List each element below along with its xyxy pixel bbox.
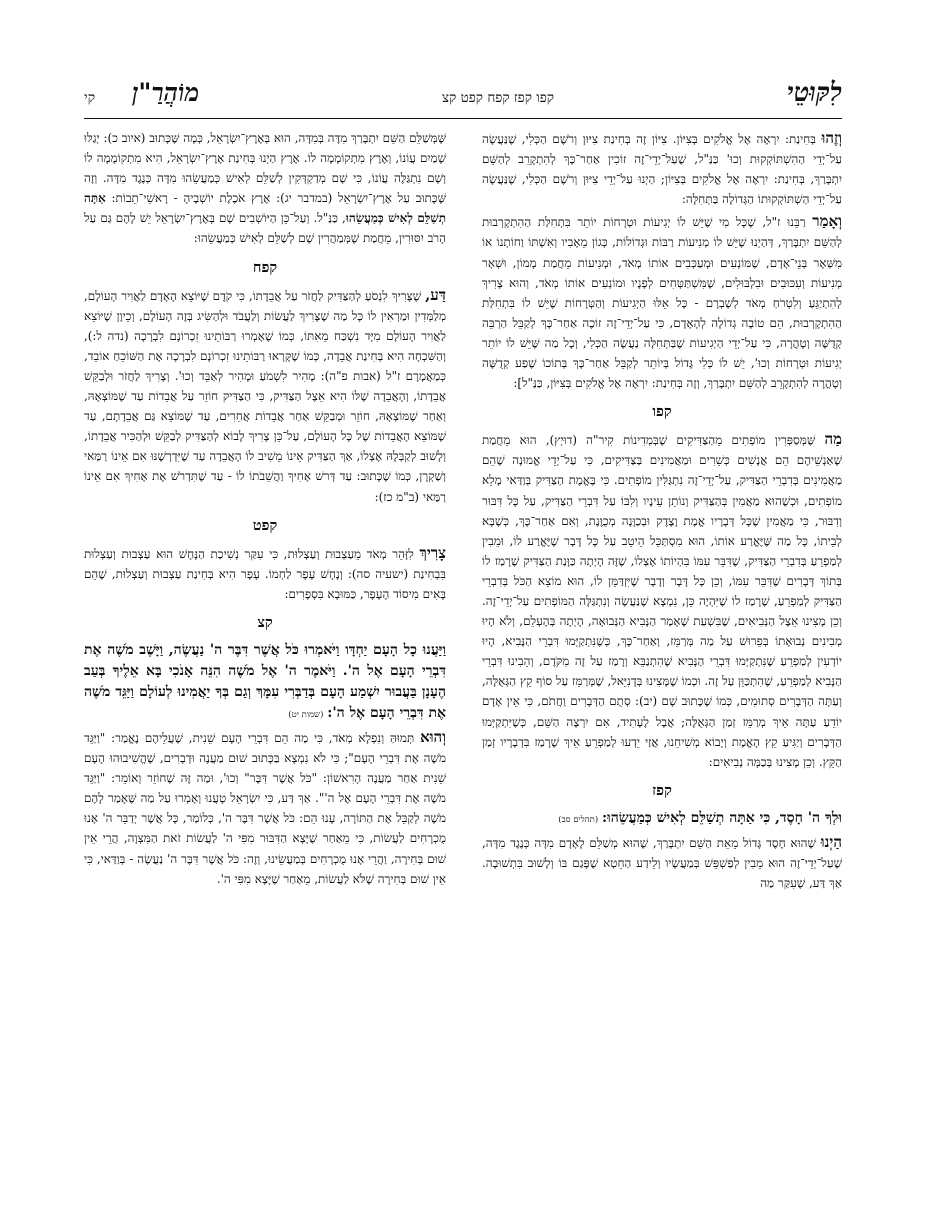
paragraph-text: שֶּׁמְּשַׁלֵּם הַשֵּׁם יִתְבָּרַךְ מִדָּה בְּמִדָּה, הוּא בְּאֶרֶץ־יִשְׂרָאֵל, כְּמָה שֶּׁכָּתוּב (איוב כ): יְגַלּוּ שָׁמַיִם עֲוֹנוֹ, וְאֶרֶץ מִתְקוֹמָמָה לוֹ. אֶרֶץ הַיְנוּ בְּחִינַת אֶרֶץ־יִשְׂרָאֵל, הִיא מִתְקוֹמָמָה לוֹ וְשָׁם נִתְגַּלֶּה עֲוֹנוֹ, כִּי שָׁם מְדַקְדְּקִין לְשַׁלֵּם לְאִישׁ כְּמַעֲשֵׂהוּ מִדָּה כְּנֶגֶד מִדָּה. וְזֶה שֶּׁכָּתוּב עַל אֶרֶץ־יִשְׂרָאֵל (במדבר יג): אֶרֶץ אֹכֶלֶת יוֹשְׁבֶיהָ - רָאשֵׁי־תֵבוֹת: xyxy=(84,131,446,206)
paragraph xyxy=(84,285,446,507)
verse-paragraph xyxy=(482,808,842,830)
page-header xyxy=(84,78,842,119)
paragraph-text: שֶׁצָּרִיךְ לִנְסֹעַ לְהַצַּדִּיק לַחֲזֹר עַל אֲבֵדָתוֹ, כִּי קֹדֶם שֶׁיּוֹצֵא הָאָדָם לַאֲוִיר הָעוֹלָם, מְלַמְּדִין וּמַרְאִין לוֹ כָּל מַה שֶׁצָּרִיךְ לַעֲשׂוֹת וְלַעֲבֹד וּלְהַשִּׂיג בְּזֶה הָעוֹלָם, וְכֵיוָן שֶׁיּוֹצֵא לַאֲוִיר הָעוֹלָם מִיָּד נִשְׁכַּח מֵאִתּוֹ, כְּמוֹ שֶׁאָמְרוּ רַבּוֹתֵינוּ זִכְרוֹנָם לִבְרָכָה (נדה ל:), וְהַשִּׁכְחָה הִיא בְּחִינַת אֲבֵדָה, כְּמוֹ שֶׁקָּרְאוּ רַבּוֹתֵינוּ זִכְרוֹנָם לִבְרָכָה אֶת הַשּׁוֹכֵחַ אוֹבֵד, כְּמַאֲמָרָם ז"ל (אבות פ"ה): מָהִיר לִשְׁמֹעַ וּמָהִיר לְאַבֵּד וְכוּ'. וְצָרִיךְ לַחֲזֹר וּלְבַקֵּשׁ אֲבֵדָתוֹ, וְהָאֲבֵדָה שֶׁלּוֹ הִיא אֵצֶל הַצַּדִּיק, כִּי הַצַּדִּיק חוֹזֵר עַל אֲבֵדוֹת עַד שֶׁמּוֹצְאָהּ, וְאַחַר שֶׁמּוֹצְאָהּ, חוֹזֵר וּמְבַקֵּשׁ אַחַר אֲבֵדוֹת אֲחֵרִים, עַד שֶׁמּוֹצֵא גַּם אֲבֵדָתָם, עַד שֶׁמּוֹצֵא הָאֲבֵדוֹת שֶׁל כָּל הָעוֹלָם, עַל־כֵּן צָרִיךְ לָבוֹא לְהַצַּדִּיק לְבַקֵּשׁ וּלְהַכִּיר אֲבֵדָתוֹ, וְלָשׁוּב לְקַבְּלָהּ אֶצְלוֹ, אַךְ הַצַּדִּיק אֵינוֹ מֵשִׁיב לוֹ הָאֲבֵדָה עַד שֶׁיִּדְרְשֶׁנּוּ אִם אֵינוֹ רַמַּאי וְשַׁקְרָן, כְּמוֹ שֶׁכָּתוּב: עַד דְּרשׁ אָחִיךָ וַהֲשֵׁבֹתוֹ לוֹ - עַד שֶׁתִּדְרֹשׁ אֶת אָחִיךָ אִם אֵינוֹ רַמַּאי (ב"מ כז): xyxy=(84,288,446,504)
verse-source: (תהלים סב) xyxy=(558,814,599,825)
left-column xyxy=(84,128,446,1178)
paragraph-text: לִזָּהֵר מְאֹד מֵעַצְבוּת וְעַצְלוּת, כִּי עִקַּר נְשִׁיכַת הַנָּחָשׁ הוּא עַצְבוּת וְעַצְלוּת בִּבְחִינַת (ישעיה סה): וְנָחָשׁ עָפָר לַחְמוֹ. עָפָר הִיא בְּחִינַת עַצְבוּת וְעַצְלוּת, שֶׁהֵם בָּאִים מִיסוֹד הֶעָפָר, כַּמּוּבָא בִּסְפָרִים: xyxy=(84,546,446,601)
paragraph-opener: צָרִיךְ xyxy=(419,543,446,562)
paragraph-opener: דַּע, xyxy=(425,285,446,304)
paragraph xyxy=(84,543,446,604)
paragraph-opener: הַיְנוּ xyxy=(820,832,842,851)
paragraph-opener: מַה xyxy=(824,430,842,449)
running-title-right: לִקּוּטֵי xyxy=(786,78,842,108)
paragraph xyxy=(482,832,842,893)
page-number: קי xyxy=(84,90,96,106)
running-title-left: מוֹהֲרַ"ן xyxy=(132,78,200,107)
paragraph xyxy=(482,429,842,772)
paragraph xyxy=(482,128,842,209)
verse-text: וַיַּעֲנוּ כָל הָעָם יַחְדָּו וַיֹּאמְרוּ כֹּל אֲשֶׁר דִּבֶּר ה' נַעֲשֶׂה, וַיָּשֶׁב מֹשֶׁה אֶת דִּבְרֵי הָעָם אֶל ה'. וַיֹּאמֶר ה' אֶל מֹשֶׁה הִנֵּה אָנֹכִי בָּא אֵלֶיךָ בְּעַב הֶעָנָן בַּעֲבוּר יִשְׁמַע הָעָם בְּדַבְּרִי עִמָּךְ וְגַם בְּךָ יַאֲמִינוּ לְעוֹלָם וַיַּגֵּד מֹשֶׁה אֶת דִּבְרֵי הָעָם אֶל ה': xyxy=(84,641,446,721)
paragraph-text: תְּמוּהַּ וְנִפְלָא מְאֹד, כִּי מַה הֵם דִּבְרֵי הָעָם שֵׁנִית, שֶׁעֲלֵיהֶם נֶאֱמַר: "וַיַּגֵּד מֹשֶׁה אֶת דִּבְרֵי הָעָם"; כִּי לֹא נִמְצָא בַּכָּתוּב שׁוּם מַעֲנֶה וּדְבָרִים, שֶׁהֱשִׁיבוּהוּ הָעָם שֵׁנִית אַחַר מַעֲנֶה הָרִאשׁוֹן: "כֹּל אֲשֶׁר דִּבֶּר" וְכוּ', וּמַה זֶּה שֶׁחוֹזֵר וְאוֹמֵר: "וַיַּגֵּד מֹשֶׁה אֶת דִּבְרֵי הָעָם אֶל ה'". אַךְ דַּע, כִּי יִשְׂרָאֵל טָעֲנוּ וְאָמְרוּ עַל מַה שֶּׁאָמַר לָהֶם מֹשֶׁה לְקַבֵּל אֶת הַתּוֹרָה, עָנוּ הֵם: כֹּל אֲשֶׁר דִּבֶּר ה', כְּלוֹמַר, כָּל אֲשֶׁר יְדַבֵּר ה' אָנוּ מֻכְרָחִים לַעֲשׂוֹת, כִּי מֵאַחַר שֶׁיָּצָא הַדִּבּוּר מִפִּי ה' לַעֲשׂוֹת זֹאת הַמִּצְוָה, הֲרֵי אֵין שׁוּם בְּחִירָה, וַהֲרֵי אָנוּ מֻכְרָחִים בְּמַעֲשֵׂינוּ, וְזֶה: כֹּל אֲשֶׁר דִּבֶּר ה' נַעֲשֶׂה - בְּוַדַּאי, כִּי אֵין שׁוּם בְּחִירָה שֶׁלֹּא לַעֲשׂוֹת, מֵאַחַר שֶׁיָּצָא מִפִּי ה'. xyxy=(84,730,446,886)
paragraph-opener: וְזֶהוּ xyxy=(821,129,842,147)
verse-paragraph xyxy=(84,640,446,725)
paragraph-text: שֶּׁמְּסַפְּרִין מוֹפְתִים מֵהַצַּדִּיקִים שֶׁבְּמְדִינוֹת קִיר"ה (דוּיְץ), הוּא מֵחֲמַת שֶׁאַנְשֵׁיהֶם הֵם אֲנָשִׁים כְּשֵׁרִים וּמַאֲמִינִים בַּצַּדִּיקִים, כִּי עַל־יְדֵי אֱמוּנָה שֶׁהֵם מַאֲמִינִים בְּדִבְרֵי הַצַּדִּיק, עַל־יְדֵי־זֶה נִתְגַּלִּין מוֹפְתִים. כִּי בֶּאֱמֶת הַצַּדִּיק בְּוַדַּאי מָלֵא מוֹפְתִים, וּכְשֶׁהוּא מַאֲמִין בְּהַצַּדִּיק וְנוֹתֵן עֵינָיו וְלִבּוֹ עַל דִּבְרֵי הַצַּדִּיק, עַל כָּל דִּבּוּר וְדִבּוּר, כִּי מַאֲמִין שֶׁכָּל דְּבָרָיו אֱמֶת וָצֶדֶק וּבְכַוָּנָה מְכֻוֶּנֶת, וְאִם אַחַר־כָּךְ, כְּשֶׁבָּא לְבֵיתוֹ, כָּל מַה שֶּׁיֶּאֱרַע אוֹתוֹ, הוּא מִסְתַּכֵּל הֵיטֵב עַל כָּל דָּבָר שֶׁיֶּאֱרַע לוֹ, וּמֵבִין לְמַפְרֵעַ בְּדִבְרֵי הַצַּדִּיק, שֶׁדִּבֵּר עִמּוֹ בִּהְיוֹתוֹ אֶצְלוֹ, שֶׁזֶּה הָיְתָה כַּוָּנַת הַצַּדִּיק שֶׁרָמַז לוֹ בְּתוֹךְ דְּבָרִים שֶׁדִּבֵּר עִמּוֹ, וְכֵן כָּל דָּבָר וְדָבָר שֶׁיִּזְדַּמֵּן לוֹ, הוּא מוֹצֵא הַכֹּל בְּדִבְרֵי הַצַּדִּיק לְמַפְרֵעַ, שֶׁרָמַז לוֹ שֶׁיִּהְיֶה כֵּן, נִמְצָא שֶׁנַּעֲשָׂה וְנִתְגַּלָּה הַמּוֹפְתִים עַל־יְדֵי־זֶה. וְכֵן מָצִינוּ אֵצֶל הַנְּבִיאִים, שֶׁבִּשְׁעַת שֶׁאָמַר הַנָּבִיא הַנְּבוּאָה, הָיְתָה בְּהֶעְלֵם, וְלֹא הָיוּ מְבִינִים נְבוּאָתוֹ בְּפֵרוּשׁ עַל מַה מְּרַמֵּז, וְאַחַר־כָּךְ, כְּשֶׁנִּתְקַיְּמוּ דִּבְרֵי הַנָּבִיא, הָיוּ יוֹדְעִין לְמַפְרֵעַ שֶׁנִּתְקַיְּמוּ דִּבְרֵי הַנָּבִיא שֶׁהִתְנַבֵּא וְרָמַז עַל זֶה מִקֹּדֶם, וְהֵבִינוּ דִּבְרֵי הַנָּבִיא לְמַפְרֵעַ, שֶׁהִתְכַּוֵּן עַל זֶה. וּכְמוֹ שֶׁמָּצִינוּ בְּדָנִיֵּאל, שֶׁמְּרַמֵּז עַל סוֹף קֵץ הַגְּאֻלָּה, וְעַתָּה הַדְּבָרִים סְתוּמִים, כְּמוֹ שֶׁכָּתוּב שָׁם (יב): סְתֻם הַדְּבָרִים וַחֲתֹם, כִּי אֵין אָדָם יוֹדֵעַ עַתָּה אֵיךְ מְרַמֵּז זְמַן הַגְּאֻלָּה; אֲבָל לֶעָתִיד, אִם יִרְצֶה הַשֵּׁם, כְּשֶׁיִּתְקַיְּמוּ הַדְּבָרִים וְיַגִּיעַ קֵץ הָאֱמֶת וְיָבוֹא מְשִׁיחֵנוּ, אֲזַי יֵדְעוּ לְמַפְרֵעַ אֵיךְ שֶׁרָמַז בִּדְבָרָיו זְמַן הַקֵּץ. וְכֵן מָצִינוּ בְּכַמָּה נְבִיאִים: xyxy=(482,433,842,769)
paragraph-text: בְּחִינַת: יִרְאֶה אֶל אֱלֹקִים בְּצִיּוֹן. צִיּוֹן זֶה בְּחִינַת צִיּוּן וְרֹשֶׁם הַכְּלִי, שֶׁנַּעֲשָׂה עַל־יְדֵי הַהִשְׁתּוֹקְקוּת וְכוּ' כַּנַּ"ל, שֶׁעַל־יְדֵי־זֶה זוֹכִין אַחַר־כָּךְ לְהִתְקָרֵב לְהַשֵּׁם יִתְבָּרַךְ, בְּחִינַת: יִרְאֶה אֶל אֱלֹקִים בְּצִיּוֹן; הַיְנוּ עַל־יְדֵי צִיּוּן וְרֹשֶׁם הַכְּלִי, שֶׁנַּעֲשָׂה עַל־יְדֵי הַשְׁתּוֹקְקוּתוֹ הַגְּדוֹלָה בַּתְּחִלָּה: xyxy=(482,132,842,207)
section-heading: קצ xyxy=(257,613,273,631)
paragraph-opener: וְהוּא xyxy=(420,727,446,746)
section-heading: קפז xyxy=(652,781,672,799)
section-heading: קפו xyxy=(652,403,672,421)
verse-text: וּלְךָ ה' חָסֶד, כִּי אַתָּה תְשַׁלֵּם לְאִישׁ כְּמַעֲשֵׂהוּ: xyxy=(601,809,842,826)
section-heading: קפח xyxy=(252,258,278,276)
right-column xyxy=(482,128,842,1178)
section-heading: קפט xyxy=(252,516,278,534)
paragraph-opener: וְאָמַר xyxy=(812,212,842,231)
paragraph-text: רַבֵּנוּ ז"ל, שֶׁכָּל מִי שֶׁיֵּשׁ לוֹ יְגִיעוֹת וּטְרָחוֹת יוֹתֵר בִּתְחִלַּת הַהִתְקָרְבוּת לְהַשֵּׁם יִתְבָּרַךְ, דְּהַיְנוּ שֶׁיֵּשׁ לוֹ מְנִיעוֹת רַבּוֹת וּגְדוֹלוֹת, כְּגוֹן מֵאָבִיו וְאִשְׁתּוֹ וַחוֹתְנוֹ אוֹ מִשְּׁאָר בְּנֵי־אָדָם, שֶׁמּוֹנְעִים וּמְעַכְּבִים אוֹתוֹ מְאֹד, וּמְנִיעוֹת מֵחֲמַת מָמוֹן, וּשְׁאָר מְנִיעוֹת וְעִכּוּבִים וּבִלְבּוּלִים, שֶׁמִּשְׁתַּטְּחִים לְפָנָיו וּמוֹנְעִים אוֹתוֹ מְאֹד, וְהוּא צָרִיךְ לְהִתְיַגֵּעַ וְלִטְרֹחַ מְאֹד לְשָׁבְרָם - כָּל אֵלּוּ הַיְגִיעוֹת וְהַטְּרָחוֹת שֶׁיֵּשׁ לוֹ בִּתְחִלַּת הַהִתְקָרְבוּת, הֵם טוֹבָה גְדוֹלָה לְהָאָדָם, כִּי עַל־יְדֵי־זֶה זוֹכֶה אַחַר־כָּךְ לְקַבֵּל הַרְבֵּה קְדֻשָּׁה וְטָהֳרָה, כִּי עַל־יְדֵי הַיְגִיעוֹת שֶׁבַּתְּחִלָּה נַעֲשֶׂה הַכְּלִי, וְכָל מַה שֶּׁיֵּשׁ לוֹ יוֹתֵר יְגִיעוֹת וּטְרָחוֹת וְכוּ', יֵשׁ לוֹ כְּלִי גָּדוֹל בְּיוֹתֵר לְקַבֵּל אַחַר־כָּךְ בְּתוֹכוֹ שֶׁפַע קְדֻשָּׁה וְטָהֳרָה לְהִתְקָרֵב לְהַשֵּׁם יִתְבָּרַךְ, וְזֶה בְּחִינַת: יִרְאֶה אֶל אֱלֹקִים בְּצִיּוֹן, כַּנַּ"ל]: xyxy=(482,215,842,391)
paragraph-text: שֶׁהוּא חֶסֶד גָּדוֹל מֵאֵת הַשֵּׁם יִתְבָּרַךְ, שֶׁהוּא מְשַׁלֵּם לָאָדָם מִדָּה כְּנֶגֶד מִדָּה, שֶׁעַל־יְדֵי־זֶה הוּא מֵבִין לְפַשְׁפֵּשׁ בְּמַעֲשָׂיו וְלֵידַע הַחֵטְא שֶׁפָּגַם בּוֹ וְלָשׁוּב בִּתְשׁוּבָה. אַךְ דַּע, שֶׁעִקַּר מַה xyxy=(482,835,842,891)
paragraph xyxy=(482,211,842,393)
paragraph-text: , כַּנַּ"ל. וְעַל־כֵּן הַיּוֹשְׁבִים שָׁם בְּאֶרֶץ־יִשְׂרָאֵל יֵשׁ לָהֶם גַּם עַל הָרֹב יִסּוּרִין, מֵחֲמַת שֶׁמְּמַהֲרִין שָׁם לְשַׁלֵּם לְאִישׁ כְּמַעֲשֵׂהוּ: xyxy=(84,211,446,246)
paragraph xyxy=(84,727,446,889)
emphasis-text: אַתָּה תְשַׁלֵּם לְאִישׁ כְּמַעֲשֵׂהוּ xyxy=(84,191,446,226)
section-range: קפו קפז קפח קפט קצ xyxy=(441,90,554,106)
verse-source: (שמות יט) xyxy=(288,709,324,720)
paragraph xyxy=(84,128,446,249)
